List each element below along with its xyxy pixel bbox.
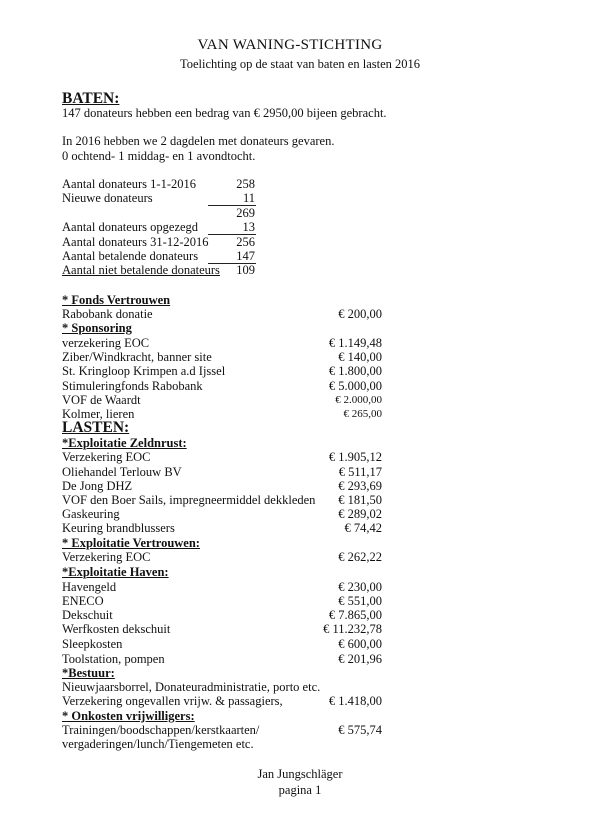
onkosten-heading: * Onkosten vrijwilligers: [62, 709, 195, 723]
donateurs-label: Aantal betalende donateurs [62, 249, 199, 263]
fonds-vertrouwen-heading: * Fonds Vertrouwen [62, 293, 171, 307]
line-item-amount: € 201,96 [338, 652, 382, 666]
vertrouwen-heading: * Exploitatie Vertrouwen: [62, 536, 200, 550]
donateurs-value: 11 [242, 191, 255, 205]
donateurs-label: Aantal donateurs opgezegd [62, 220, 199, 234]
baten-trips-detail: 0 ochtend- 1 middag- en 1 avondtocht. [62, 149, 256, 163]
line-item-label: Werfkosten dekschuit [62, 622, 171, 636]
donateurs-label: Aantal donateurs 31-12-2016 [62, 235, 209, 249]
bestuur-line: Verzekering ongevallen vrijw. & passagiers, [62, 694, 283, 708]
donateurs-subtotal: 269 [236, 206, 255, 220]
line-item-label: Ziber/Windkracht, banner site [62, 350, 212, 364]
line-item-label: VOF de Waardt [62, 393, 141, 407]
line-item-amount: € 1.905,12 [328, 450, 382, 464]
line-item-label: Keuring brandblussers [62, 521, 175, 535]
line-item-amount: € 551,00 [338, 594, 382, 608]
document-subtitle: Toelichting op de staat van baten en lasten 2016 [179, 57, 421, 71]
donateurs-label: Nieuwe donateurs [62, 191, 153, 205]
line-item-amount: € 7.865,00 [328, 608, 382, 622]
line-item-label: Oliehandel Terlouw BV [62, 465, 182, 479]
donateurs-value: 109 [236, 263, 255, 277]
bestuur-amount: € 1.418,00 [328, 694, 382, 708]
line-item-label: Dekschuit [62, 608, 113, 622]
line-item-label: Havengeld [62, 580, 117, 594]
zeldnrust-heading: *Exploitatie Zeldnrust: [62, 436, 187, 450]
line-item-label: Kolmer, lieren [62, 407, 135, 421]
bestuur-heading: *Bestuur: [62, 666, 115, 680]
onkosten-amount: € 575,74 [338, 723, 382, 737]
line-item-amount: € 74,42 [344, 521, 382, 535]
line-item-amount: € 200,00 [338, 307, 382, 321]
donateurs-value: 258 [236, 177, 255, 191]
footer-page-number: pagina 1 [278, 783, 322, 797]
line-item-amount: € 11.232,78 [323, 622, 382, 636]
line-item-amount: € 1.149,48 [328, 336, 382, 350]
line-item-label: ENECO [62, 594, 104, 608]
baten-heading: BATEN: [62, 90, 120, 107]
line-item-amount: € 181,50 [338, 493, 382, 507]
line-item-label: Verzekering EOC [62, 450, 151, 464]
line-item-amount: € 1.800,00 [328, 364, 382, 378]
line-item-amount: € 289,02 [338, 507, 382, 521]
line-item-label: Verzekering EOC [62, 550, 151, 564]
line-item-label: Rabobank donatie [62, 307, 153, 321]
line-item-label: Toolstation, pompen [62, 652, 165, 666]
line-item-amount: € 262,22 [338, 550, 382, 564]
line-item-amount: € 293,69 [338, 479, 382, 493]
lasten-heading: LASTEN: [62, 419, 130, 436]
onkosten-line: Trainingen/boodschappen/kerstkaarten/ [62, 723, 260, 737]
donateurs-value: 256 [236, 235, 255, 249]
document-title: VAN WANING-STICHTING [197, 37, 383, 53]
donateurs-value: 13 [242, 220, 255, 234]
sponsoring-heading: * Sponsoring [62, 321, 132, 335]
line-item-amount: € 140,00 [338, 350, 382, 364]
donateurs-label: Aantal donateurs 1-1-2016 [62, 177, 196, 191]
onkosten-line: vergaderingen/lunch/Tiengemeten etc. [62, 737, 254, 751]
line-item-amount: € 230,00 [338, 580, 382, 594]
line-item-label: Gaskeuring [62, 507, 120, 521]
line-item-label: St. Kringloop Krimpen a.d Ijssel [62, 364, 226, 378]
line-item-label: VOF den Boer Sails, impregneermiddel dekkleden [62, 493, 316, 507]
line-item-amount: € 265,00 [343, 408, 382, 420]
baten-summary: 147 donateurs hebben een bedrag van € 2950,00 bijeen gebracht. [62, 106, 387, 120]
donateurs-label: Aantal niet betalende donateurs [62, 263, 220, 277]
line-item-amount: € 511,17 [338, 465, 382, 479]
line-item-amount: € 2.000,00 [335, 394, 382, 406]
line-item-label: Stimuleringfonds Rabobank [62, 379, 203, 393]
line-item-label: De Jong DHZ [62, 479, 133, 493]
line-item-label: verzekering EOC [62, 336, 150, 350]
line-item-label: Sleepkosten [62, 637, 123, 651]
bestuur-line: Nieuwjaarsborrel, Donateuradministratie, porto etc. [62, 680, 321, 694]
haven-heading: *Exploitatie Haven: [62, 565, 169, 579]
donateurs-value: 147 [236, 249, 255, 263]
baten-trips-line: In 2016 hebben we 2 dagdelen met donateurs gevaren. [62, 134, 335, 148]
line-item-amount: € 600,00 [338, 637, 382, 651]
line-item-amount: € 5.000,00 [328, 379, 382, 393]
footer-author: Jan Jungschläger [257, 767, 343, 781]
